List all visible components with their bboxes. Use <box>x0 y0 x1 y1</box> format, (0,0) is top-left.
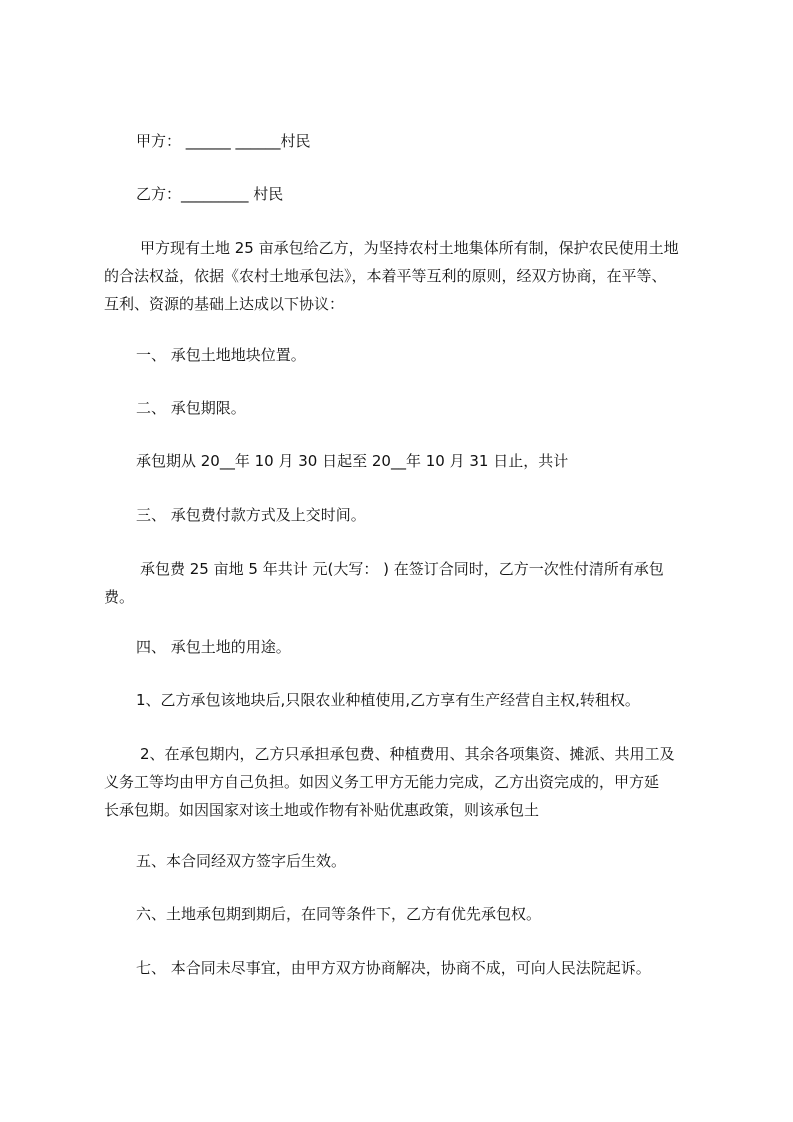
fee-line-1: 承包费 25 亩地 5 年共计 元(大写： ) 在签订合同时，乙方一次性付清所有承包 <box>140 560 664 578</box>
clause-7: 七、 本合同未尽事宜，由甲方双方协商解决，协商不成，可向人民法院起诉。 <box>136 959 651 977</box>
intro-line-3: 互利、资源的基础上达成以下协议： <box>104 295 345 313</box>
clause-6: 六、土地承包期到期后，在同等条件下，乙方有优先承包权。 <box>136 905 542 923</box>
use-2-line-2: 义务工等均由甲方自己负担。如因义务工甲方无能力完成，乙方出资完成的，甲方延 <box>104 773 660 791</box>
intro-line-1: 甲方现有土地 25 亩承包给乙方，为坚持农村土地集体所有制，保护农民使用土地 <box>140 239 679 257</box>
clause-2: 二、 承包期限。 <box>136 399 246 417</box>
clause-4: 四、 承包土地的用途。 <box>136 638 291 656</box>
use-2-line-1: 2、在承包期内，乙方只承担承包费、种植费用、其余各项集资、摊派、共用工及 <box>140 745 675 763</box>
clause-3: 三、 承包费付款方式及上交时间。 <box>136 506 366 524</box>
use-2-line-3: 长承包期。如因国家对该土地或作物有补贴优惠政策，则该承包土 <box>104 801 540 819</box>
party-a-line: 甲方： ______ ______村民 <box>136 132 311 150</box>
use-1: 1、乙方承包该地块后,只限农业种植使用,乙方享有生产经营自主权,转租权。 <box>136 691 640 709</box>
term-text: 承包期从 20__年 10 月 30 日起至 20__年 10 月 31 日止，共计 <box>136 452 569 470</box>
intro-line-2: 的合法权益，依据《农村土地承包法》，本着平等互利的原则，经双方协商，在平等、 <box>104 267 667 285</box>
intro-paragraph <box>104 234 714 318</box>
fee-paragraph <box>104 555 714 611</box>
clause-5: 五、本合同经双方签字后生效。 <box>136 852 347 870</box>
clause-1: 一、 承包土地地块位置。 <box>136 346 306 364</box>
party-b-line: 乙方：_________ 村民 <box>136 185 284 203</box>
use-2-paragraph <box>104 740 714 824</box>
fee-line-2: 费。 <box>104 588 135 606</box>
